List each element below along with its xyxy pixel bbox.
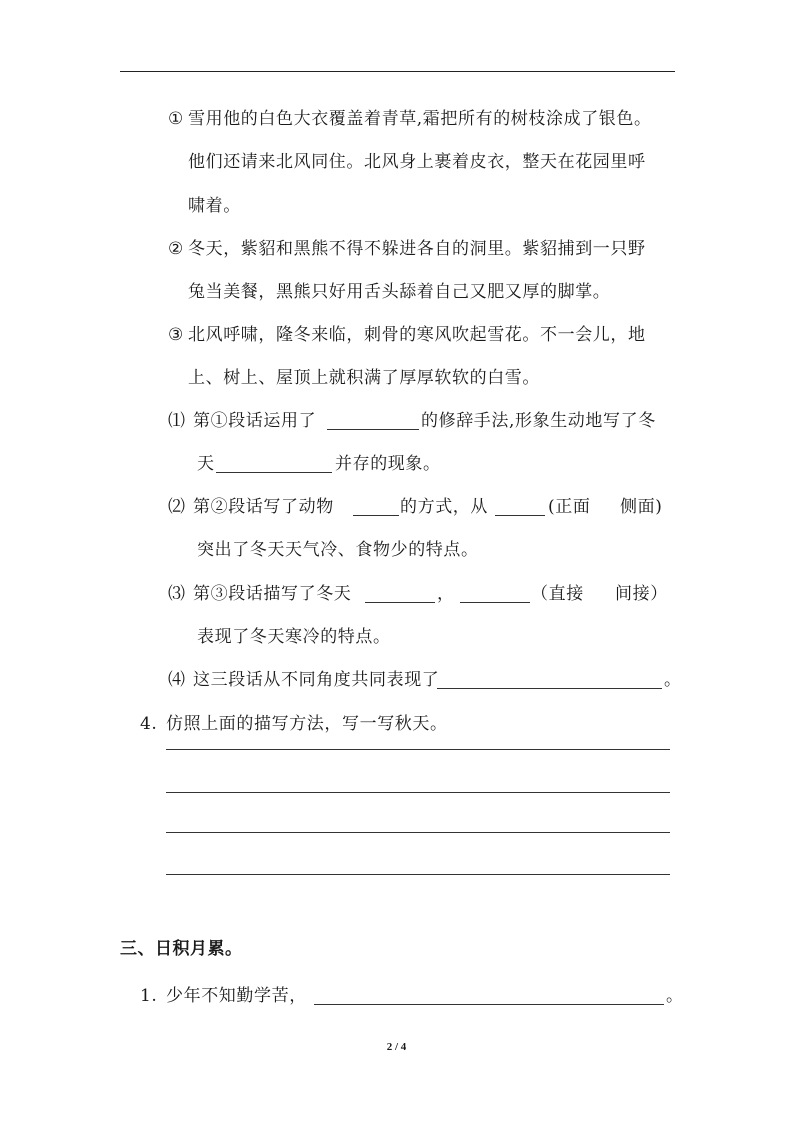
question-3-text-c: 表现了冬天寒冷的特点。	[197, 627, 391, 647]
section-3-heading: 三、日积月累。	[120, 939, 243, 959]
question-2-number: ⑵	[168, 497, 186, 517]
question-2-blank-2[interactable]	[495, 515, 545, 516]
question-3-option-direct: （直接	[531, 584, 584, 604]
question-1-number: ⑴	[168, 411, 186, 431]
writing-line-1[interactable]	[166, 749, 670, 750]
section-3-item-blank[interactable]	[314, 1004, 664, 1005]
question-4-text-a: 这三段话从不同角度共同表现了	[193, 670, 440, 690]
header-rule	[120, 71, 675, 72]
passage-2-line-1: 冬天，紫貂和黑熊不得不躲进各自的洞里。紫貂捕到一只野	[188, 239, 646, 259]
section-3-item-number: 1.	[140, 986, 158, 1006]
question-2-option-side: 侧面)	[620, 497, 663, 517]
question-4-end: 。	[664, 670, 682, 690]
section-3-item-end: 。	[666, 986, 684, 1006]
passage-2-marker: ②	[168, 239, 184, 259]
question-3-text-a: 第③段话描写了冬天	[193, 584, 352, 604]
question-3-option-indirect: 间接）	[615, 584, 668, 604]
question-2-option-front: (正面	[548, 497, 591, 517]
page-number: 2 / 4	[386, 1041, 407, 1053]
question-3-blank-1[interactable]	[365, 602, 435, 603]
question-1-text-c: 天	[197, 454, 215, 474]
question-4-blank[interactable]	[437, 688, 662, 689]
section-3-item-text: 少年不知勤学苦，	[166, 986, 307, 1006]
passage-3-line-2: 上、树上、屋顶上就积满了厚厚软软的白雪。	[188, 368, 540, 388]
question-3-blank-2[interactable]	[460, 602, 530, 603]
passage-1-line-3: 啸着。	[188, 196, 241, 216]
question-2-text-b: 的方式，从	[400, 497, 488, 517]
passage-3-line-1: 北风呼啸，隆冬来临，刺骨的寒风吹起雪花。不一会儿，地	[188, 325, 646, 345]
task-4-prompt: 仿照上面的描写方法，写一写秋天。	[166, 714, 448, 734]
question-1-blank-1[interactable]	[327, 429, 419, 430]
passage-2-line-2: 兔当美餐，黑熊只好用舌头舔着自己又肥又厚的脚掌。	[188, 282, 611, 302]
passage-3-marker: ③	[168, 325, 184, 345]
question-4-number: ⑷	[168, 670, 186, 690]
writing-line-3[interactable]	[166, 832, 670, 833]
writing-line-4[interactable]	[166, 874, 670, 875]
question-2-blank-1[interactable]	[353, 515, 399, 516]
question-2-text-a: 第②段话写了动物	[193, 497, 334, 517]
question-1-text-d: 并存的现象。	[335, 454, 441, 474]
question-3-number: ⑶	[168, 584, 186, 604]
question-1-text-b: 的修辞手法,形象生动地写了冬	[421, 411, 656, 431]
question-3-comma: ，	[437, 584, 455, 604]
question-1-text-a: 第①段话运用了	[193, 411, 317, 431]
question-2-text-c: 突出了冬天天气冷、食物少的特点。	[197, 540, 479, 560]
question-1-blank-2[interactable]	[216, 472, 332, 473]
writing-line-2[interactable]	[166, 792, 670, 793]
passage-1-marker: ①	[168, 109, 184, 129]
passage-1-line-1: 雪用他的白色大衣覆盖着青草,霜把所有的树枝涂成了银色。	[188, 109, 652, 129]
task-4-number: 4.	[140, 714, 158, 734]
passage-1-line-2: 他们还请来北风同住。北风身上裹着皮衣，整天在花园里呼	[188, 152, 646, 172]
